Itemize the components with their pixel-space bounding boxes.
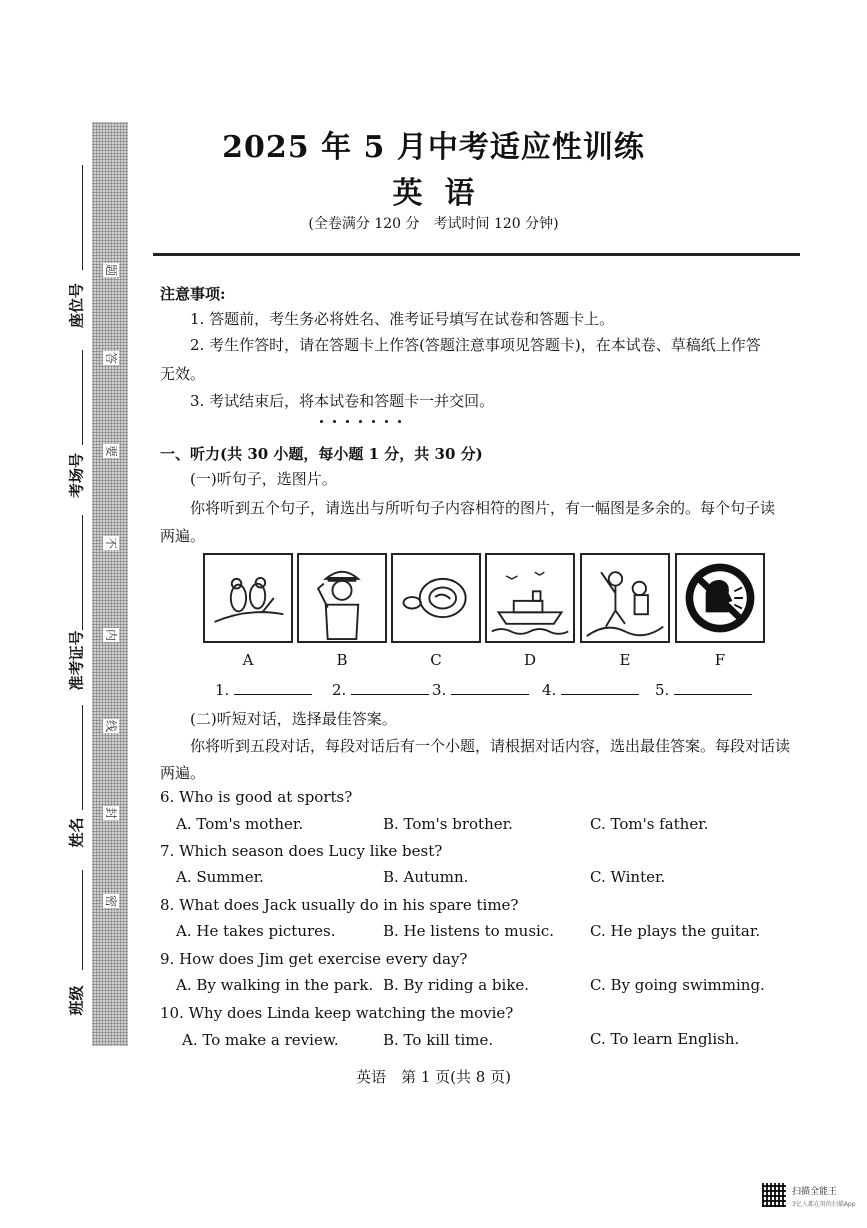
binding-char: 线 [104,719,118,732]
seat-number-label: 座位号 [67,283,86,329]
question-text: 9. How does Jim get exercise every day? [160,950,468,968]
admission-number-line [82,515,83,630]
answer-blank: 5. [655,680,752,699]
exam-title: 2025 年 5 月中考适应性训练 [222,130,645,165]
scanner-tagline: 3亿人都在用的扫描App [792,1201,856,1208]
option-b: B. Autumn. [383,868,469,886]
picture-letter: E [619,651,631,669]
bowl-of-food-icon [391,553,481,643]
answer-blank: 3. [432,680,529,699]
binding-char: 要 [104,444,118,457]
picture-letter: A [242,651,254,669]
option-c: C. He plays the guitar. [590,922,761,940]
option-b: B. By riding a bike. [383,976,530,994]
picture-letter: F [714,651,726,669]
name-label: 姓名 [67,817,86,848]
note-item-2-cont: 无效。 [160,365,206,383]
part2-instructions-cont: 两遍。 [160,764,206,782]
police-officer-icon [297,553,387,643]
option-c: C. By going swimming. [590,976,765,994]
option-c: C. Winter. [590,868,666,886]
picture-letter: B [336,651,348,669]
exam-room-label: 考场号 [67,453,86,499]
birds-on-branch-icon [203,553,293,643]
picture-letter: D [523,651,537,669]
note-item-1: 1. 答题前，考生务必将姓名、准考证号填写在试卷和答题卡上。 [190,310,615,328]
option-b: B. He listens to music. [383,922,554,940]
page-footer: 英语 第 1 页(共 8 页) [356,1068,511,1086]
question-text: 10. Why does Linda keep watching the movie? [160,1004,514,1022]
question-text: 8. What does Jack usually do in his spare time? [160,896,519,914]
binding-char: 不 [104,536,118,549]
class-line [82,870,83,970]
option-a: A. By walking in the park. [176,976,374,994]
binding-char: 封 [104,806,118,819]
option-a: A. Summer. [176,868,264,886]
hikers-icon [580,553,670,643]
option-a: A. To make a review. [182,1031,339,1049]
subject-title: 英语 [392,176,497,211]
section-heading: 一、听力(共 30 小题，每小题 1 分，共 30 分) [160,445,483,463]
emphasis-dots [320,408,411,427]
note-item-3: 3. 考试结束后，将本试卷和答题卡一并交回。 [190,392,495,410]
question-text: 7. Which season does Lucy like best? [160,842,443,860]
answer-blank: 1. [215,680,312,699]
part2-instructions: 你将听到五段对话，每段对话后有一个小题，请根据对话内容，选出最佳答案。每段对话读 [190,737,791,755]
admission-number-label: 准考证号 [67,630,86,691]
part1-instructions: 你将听到五个句子，请选出与所听句子内容相符的图片，有一幅图是多余的。每个句子读 [190,499,776,517]
no-talking-sign-icon [675,553,765,643]
question-text: 6. Who is good at sports? [160,788,353,806]
option-a: A. Tom's mother. [176,815,304,833]
header-rule [153,253,800,256]
exam-room-line [82,350,83,445]
answer-blank: 2. [332,680,429,699]
option-b: B. To kill time. [383,1031,494,1049]
note-item-2: 2. 考生作答时，请在答题卡上作答(答题注意事项见答题卡)，在本试卷、草稿纸上作答 [190,336,761,354]
ship-icon [485,553,575,643]
binding-char: 题 [104,263,118,276]
part2-heading: (二)听短对话，选择最佳答案。 [190,710,397,728]
notes-heading: 注意事项: [160,285,226,303]
class-label: 班级 [67,985,86,1016]
option-c: C. To learn English. [590,1030,740,1048]
exam-info: (全卷满分 120 分 考试时间 120 分钟) [308,216,559,232]
option-a: A. He takes pictures. [176,922,336,940]
picture-letter: C [430,651,442,669]
part1-instructions-cont: 两遍。 [160,527,206,545]
binding-char: 答 [104,351,118,364]
part1-heading: (一)听句子，选图片。 [190,470,337,488]
option-c: C. Tom's father. [590,815,709,833]
answer-blank: 4. [542,680,639,699]
option-b: B. Tom's brother. [383,815,513,833]
scanner-brand: 扫描全能王 [792,1187,838,1197]
name-line [82,705,83,810]
binding-char: 密 [104,894,118,907]
binding-char: 内 [104,628,118,641]
qr-code-icon [762,1183,786,1207]
